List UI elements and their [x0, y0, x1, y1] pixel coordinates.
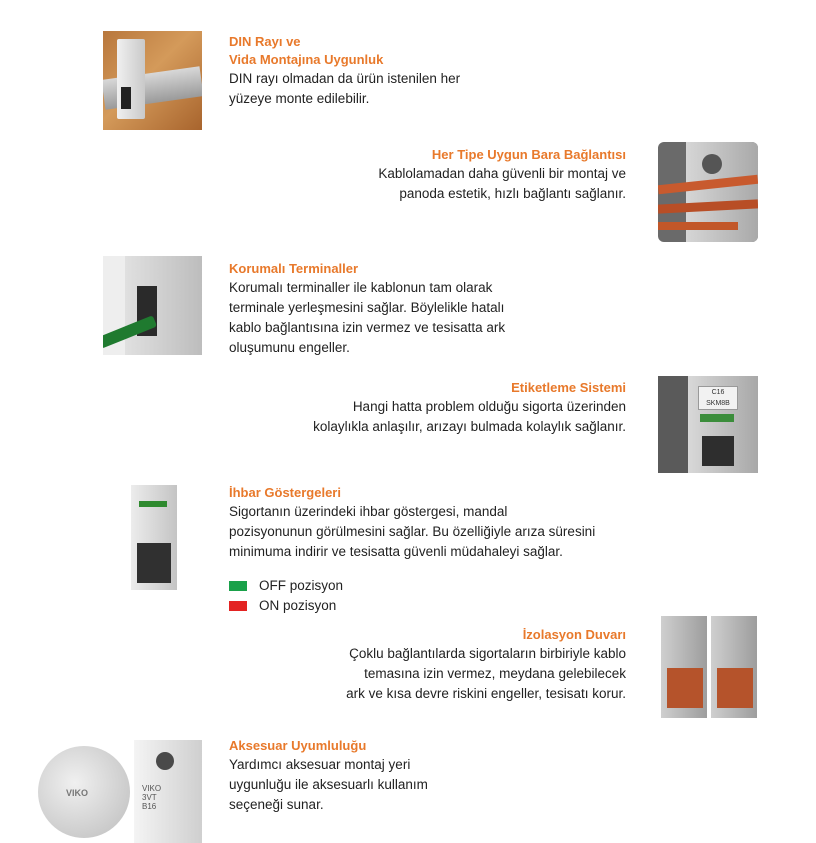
feature-terminals: [229, 260, 505, 358]
feature-isolation: [346, 626, 626, 704]
feature-labeling: [313, 379, 626, 437]
feature-description: Hangi hatta problem olduğu sigorta üzerinden kolaylıkla anlaşılır, arızayı bulmada kolaylık sağlanır.: [313, 399, 626, 434]
feature-busbar: [378, 146, 626, 204]
feature-title: DIN Rayı ve Vida Montajına Uygunluk: [229, 34, 384, 67]
red-swatch-icon: [229, 601, 247, 611]
feature-din: [229, 33, 460, 109]
legend-off: [229, 576, 343, 596]
feature-title: Korumalı Terminaller: [229, 261, 359, 276]
feature-description: Çoklu bağlantılarda sigortaların birbiriyle kablo temasına izin vermez, meydana gelebilecek ark ve kısa devre riskini engeller, tesisatı korur.: [346, 646, 626, 701]
feature-description: Korumalı terminaller ile kablonun tam olarak terminale yerleşmesini sağlar. Böylelikle hatalı kablo bağlantısına izin vermez ve tesisatta ark oluşumunu engeller.: [229, 280, 506, 355]
terminal-photo: [103, 256, 202, 355]
green-swatch-icon: [229, 581, 247, 591]
feature-indicators: [229, 484, 595, 562]
feature-title: Aksesuar Uyumluluğu: [229, 738, 367, 753]
accessory-photo: VIKO VIKO 3VT B16: [38, 740, 203, 843]
legend-label: ON pozisyon: [259, 598, 337, 613]
isolation-photo: [661, 616, 757, 718]
feature-description: Kablolamadan daha güvenli bir montaj ve panoda estetik, hızlı bağlantı sağlanır.: [378, 166, 626, 201]
indicator-photo: [127, 485, 181, 590]
feature-title: İhbar Göstergeleri: [229, 485, 341, 500]
legend-label: OFF pozisyon: [259, 578, 344, 593]
feature-title: Etiketleme Sistemi: [511, 380, 626, 395]
feature-title: Her Tipe Uygun Bara Bağlantısı: [431, 147, 626, 162]
legend-on: [229, 596, 336, 616]
feature-description: DIN rayı olmadan da ürün istenilen her yüzeye monte edilebilir.: [229, 71, 461, 106]
feature-description: Sigortanın üzerindeki ihbar göstergesi, mandal pozisyonunun görülmesini sağlar. Bu özelliğiyle arıza süresini minimuma indirir ve tesisatta güvenli müdahaleyi sağlar.: [229, 504, 596, 559]
feature-accessory: [229, 737, 428, 815]
labeling-photo: C16 SKM8B: [658, 376, 758, 473]
feature-description: Yardımcı aksesuar montaj yeri uygunluğu ile aksesuarlı kullanım seçeneği sunar.: [229, 757, 428, 812]
din-rail-photo: [103, 31, 202, 130]
feature-title: İzolasyon Duvarı: [522, 627, 626, 642]
busbar-photo: [658, 142, 758, 242]
